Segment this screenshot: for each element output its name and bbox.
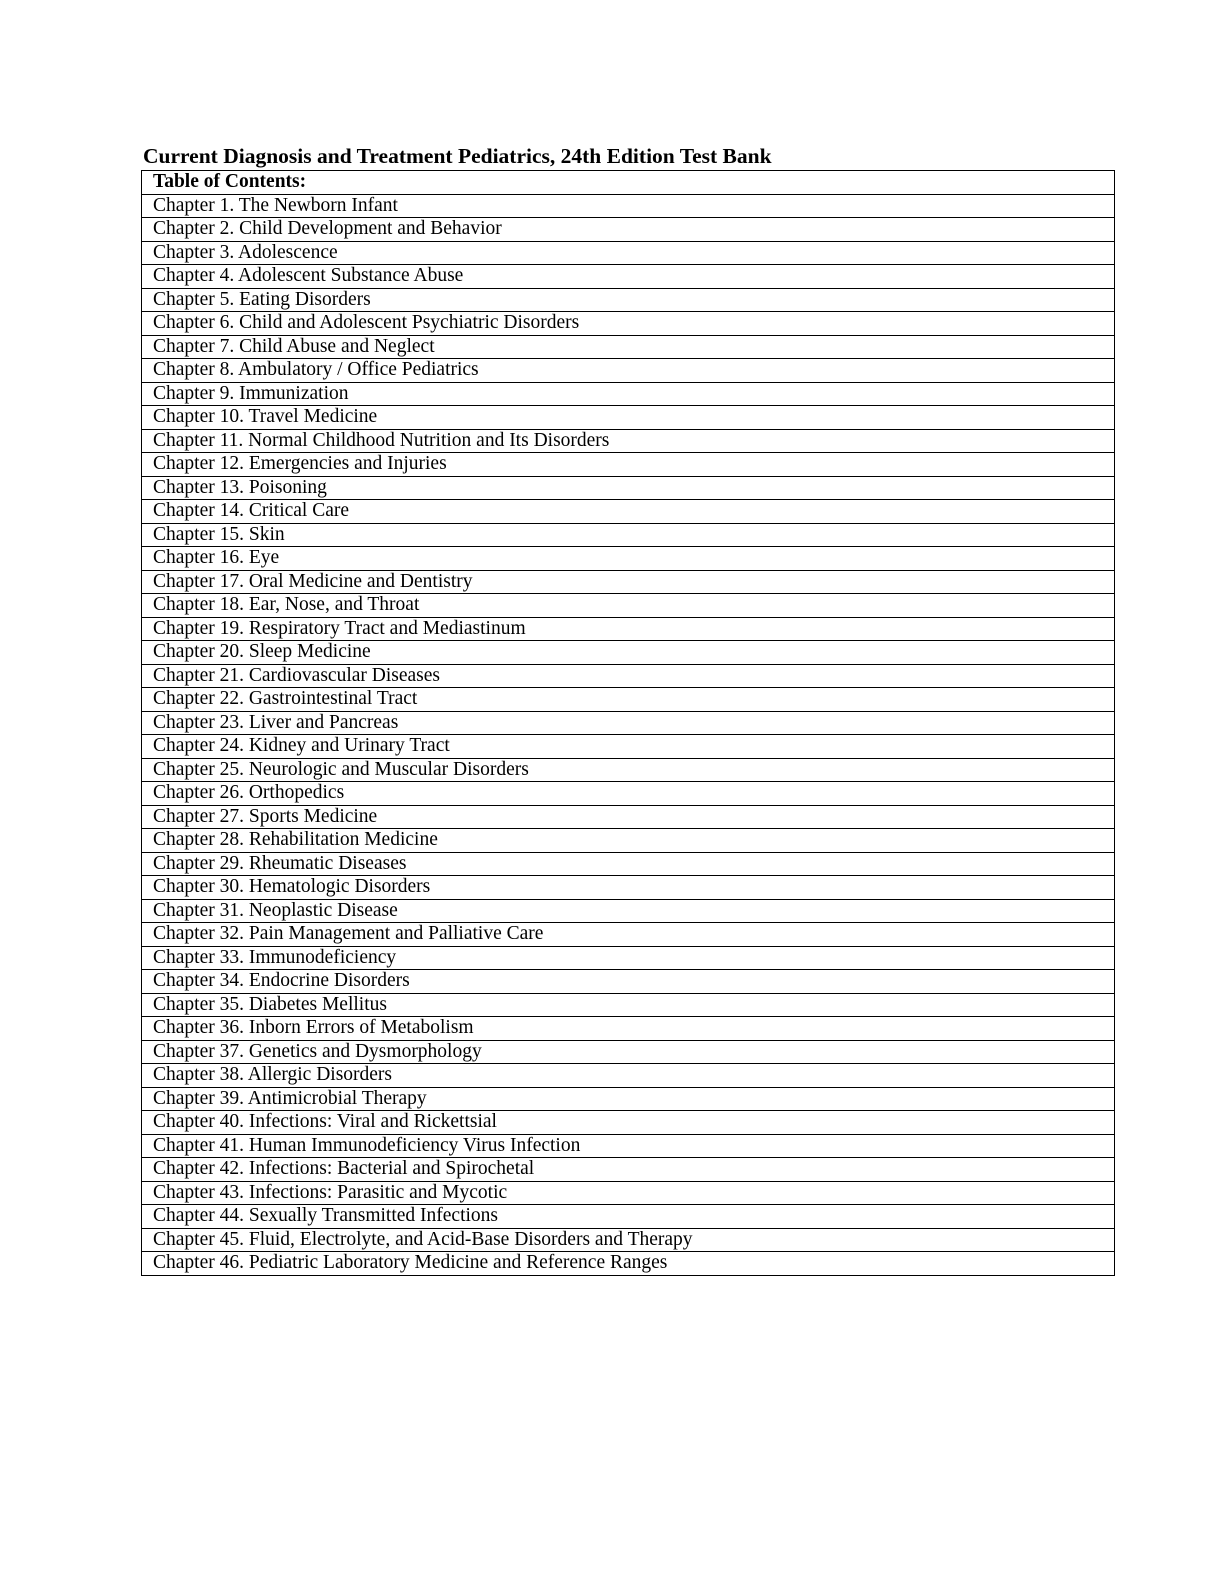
chapter-entry: Chapter 9. Immunization (142, 382, 1115, 406)
chapter-entry: Chapter 42. Infections: Bacterial and Spirochetal (142, 1158, 1115, 1182)
chapter-entry: Chapter 4. Adolescent Substance Abuse (142, 265, 1115, 289)
toc-row (142, 1040, 1115, 1064)
toc-row (142, 735, 1115, 759)
toc-row (142, 241, 1115, 265)
chapter-entry: Chapter 14. Critical Care (142, 500, 1115, 524)
toc-row (142, 194, 1115, 218)
toc-row (142, 805, 1115, 829)
toc-row (142, 899, 1115, 923)
chapter-entry: Chapter 38. Allergic Disorders (142, 1064, 1115, 1088)
chapter-entry: Chapter 24. Kidney and Urinary Tract (142, 735, 1115, 759)
toc-row (142, 711, 1115, 735)
chapter-entry: Chapter 45. Fluid, Electrolyte, and Acid-Base Disorders and Therapy (142, 1228, 1115, 1252)
toc-row (142, 1181, 1115, 1205)
chapter-entry: Chapter 36. Inborn Errors of Metabolism (142, 1017, 1115, 1041)
chapter-entry: Chapter 11. Normal Childhood Nutrition and Its Disorders (142, 429, 1115, 453)
chapter-entry: Chapter 37. Genetics and Dysmorphology (142, 1040, 1115, 1064)
chapter-entry: Chapter 28. Rehabilitation Medicine (142, 829, 1115, 853)
chapter-entry: Chapter 44. Sexually Transmitted Infections (142, 1205, 1115, 1229)
chapter-entry: Chapter 29. Rheumatic Diseases (142, 852, 1115, 876)
toc-row (142, 876, 1115, 900)
toc-row (142, 1228, 1115, 1252)
toc-row (142, 406, 1115, 430)
toc-row (142, 382, 1115, 406)
chapter-entry: Chapter 16. Eye (142, 547, 1115, 571)
chapter-entry: Chapter 25. Neurologic and Muscular Disorders (142, 758, 1115, 782)
toc-row (142, 1064, 1115, 1088)
chapter-entry: Chapter 6. Child and Adolescent Psychiatric Disorders (142, 312, 1115, 336)
toc-row (142, 782, 1115, 806)
toc-row (142, 335, 1115, 359)
toc-row (142, 265, 1115, 289)
toc-row (142, 923, 1115, 947)
toc-row (142, 523, 1115, 547)
toc-row (142, 453, 1115, 477)
chapter-entry: Chapter 15. Skin (142, 523, 1115, 547)
chapter-entry: Chapter 22. Gastrointestinal Tract (142, 688, 1115, 712)
toc-row (142, 617, 1115, 641)
toc-row (142, 570, 1115, 594)
toc-row (142, 1017, 1115, 1041)
chapter-entry: Chapter 19. Respiratory Tract and Mediastinum (142, 617, 1115, 641)
chapter-entry: Chapter 40. Infections: Viral and Rickettsial (142, 1111, 1115, 1135)
chapter-entry: Chapter 31. Neoplastic Disease (142, 899, 1115, 923)
chapter-entry: Chapter 5. Eating Disorders (142, 288, 1115, 312)
chapter-entry: Chapter 41. Human Immunodeficiency Virus Infection (142, 1134, 1115, 1158)
toc-row (142, 970, 1115, 994)
toc-table (141, 170, 1115, 1276)
chapter-entry: Chapter 3. Adolescence (142, 241, 1115, 265)
chapter-entry: Chapter 32. Pain Management and Palliative Care (142, 923, 1115, 947)
chapter-entry: Chapter 35. Diabetes Mellitus (142, 993, 1115, 1017)
toc-row (142, 359, 1115, 383)
toc-row (142, 218, 1115, 242)
chapter-entry: Chapter 1. The Newborn Infant (142, 194, 1115, 218)
toc-row (142, 1205, 1115, 1229)
toc-header-row (142, 171, 1115, 195)
chapter-entry: Chapter 7. Child Abuse and Neglect (142, 335, 1115, 359)
toc-row (142, 993, 1115, 1017)
chapter-entry: Chapter 18. Ear, Nose, and Throat (142, 594, 1115, 618)
toc-row (142, 1111, 1115, 1135)
chapter-entry: Chapter 2. Child Development and Behavior (142, 218, 1115, 242)
toc-row (142, 1087, 1115, 1111)
chapter-entry: Chapter 30. Hematologic Disorders (142, 876, 1115, 900)
toc-row (142, 1134, 1115, 1158)
toc-row (142, 1252, 1115, 1276)
chapter-entry: Chapter 26. Orthopedics (142, 782, 1115, 806)
toc-row (142, 688, 1115, 712)
chapter-entry: Chapter 27. Sports Medicine (142, 805, 1115, 829)
toc-row (142, 594, 1115, 618)
toc-row (142, 547, 1115, 571)
toc-row (142, 641, 1115, 665)
toc-row (142, 664, 1115, 688)
chapter-entry: Chapter 21. Cardiovascular Diseases (142, 664, 1115, 688)
toc-row (142, 312, 1115, 336)
toc-row (142, 500, 1115, 524)
toc-row (142, 758, 1115, 782)
chapter-entry: Chapter 46. Pediatric Laboratory Medicine and Reference Ranges (142, 1252, 1115, 1276)
toc-row (142, 476, 1115, 500)
chapter-entry: Chapter 43. Infections: Parasitic and Mycotic (142, 1181, 1115, 1205)
chapter-entry: Chapter 34. Endocrine Disorders (142, 970, 1115, 994)
toc-row (142, 1158, 1115, 1182)
toc-row (142, 852, 1115, 876)
page-title: Current Diagnosis and Treatment Pediatrics, 24th Edition Test Bank (143, 144, 772, 168)
toc-row (142, 829, 1115, 853)
chapter-entry: Chapter 8. Ambulatory / Office Pediatrics (142, 359, 1115, 383)
toc-row (142, 429, 1115, 453)
chapter-entry: Chapter 13. Poisoning (142, 476, 1115, 500)
toc-row (142, 946, 1115, 970)
chapter-entry: Chapter 20. Sleep Medicine (142, 641, 1115, 665)
toc-header: Table of Contents: (142, 171, 1115, 195)
chapter-entry: Chapter 12. Emergencies and Injuries (142, 453, 1115, 477)
chapter-entry: Chapter 39. Antimicrobial Therapy (142, 1087, 1115, 1111)
chapter-entry: Chapter 33. Immunodeficiency (142, 946, 1115, 970)
chapter-entry: Chapter 10. Travel Medicine (142, 406, 1115, 430)
chapter-entry: Chapter 23. Liver and Pancreas (142, 711, 1115, 735)
chapter-entry: Chapter 17. Oral Medicine and Dentistry (142, 570, 1115, 594)
toc-row (142, 288, 1115, 312)
toc-body (142, 171, 1115, 1276)
